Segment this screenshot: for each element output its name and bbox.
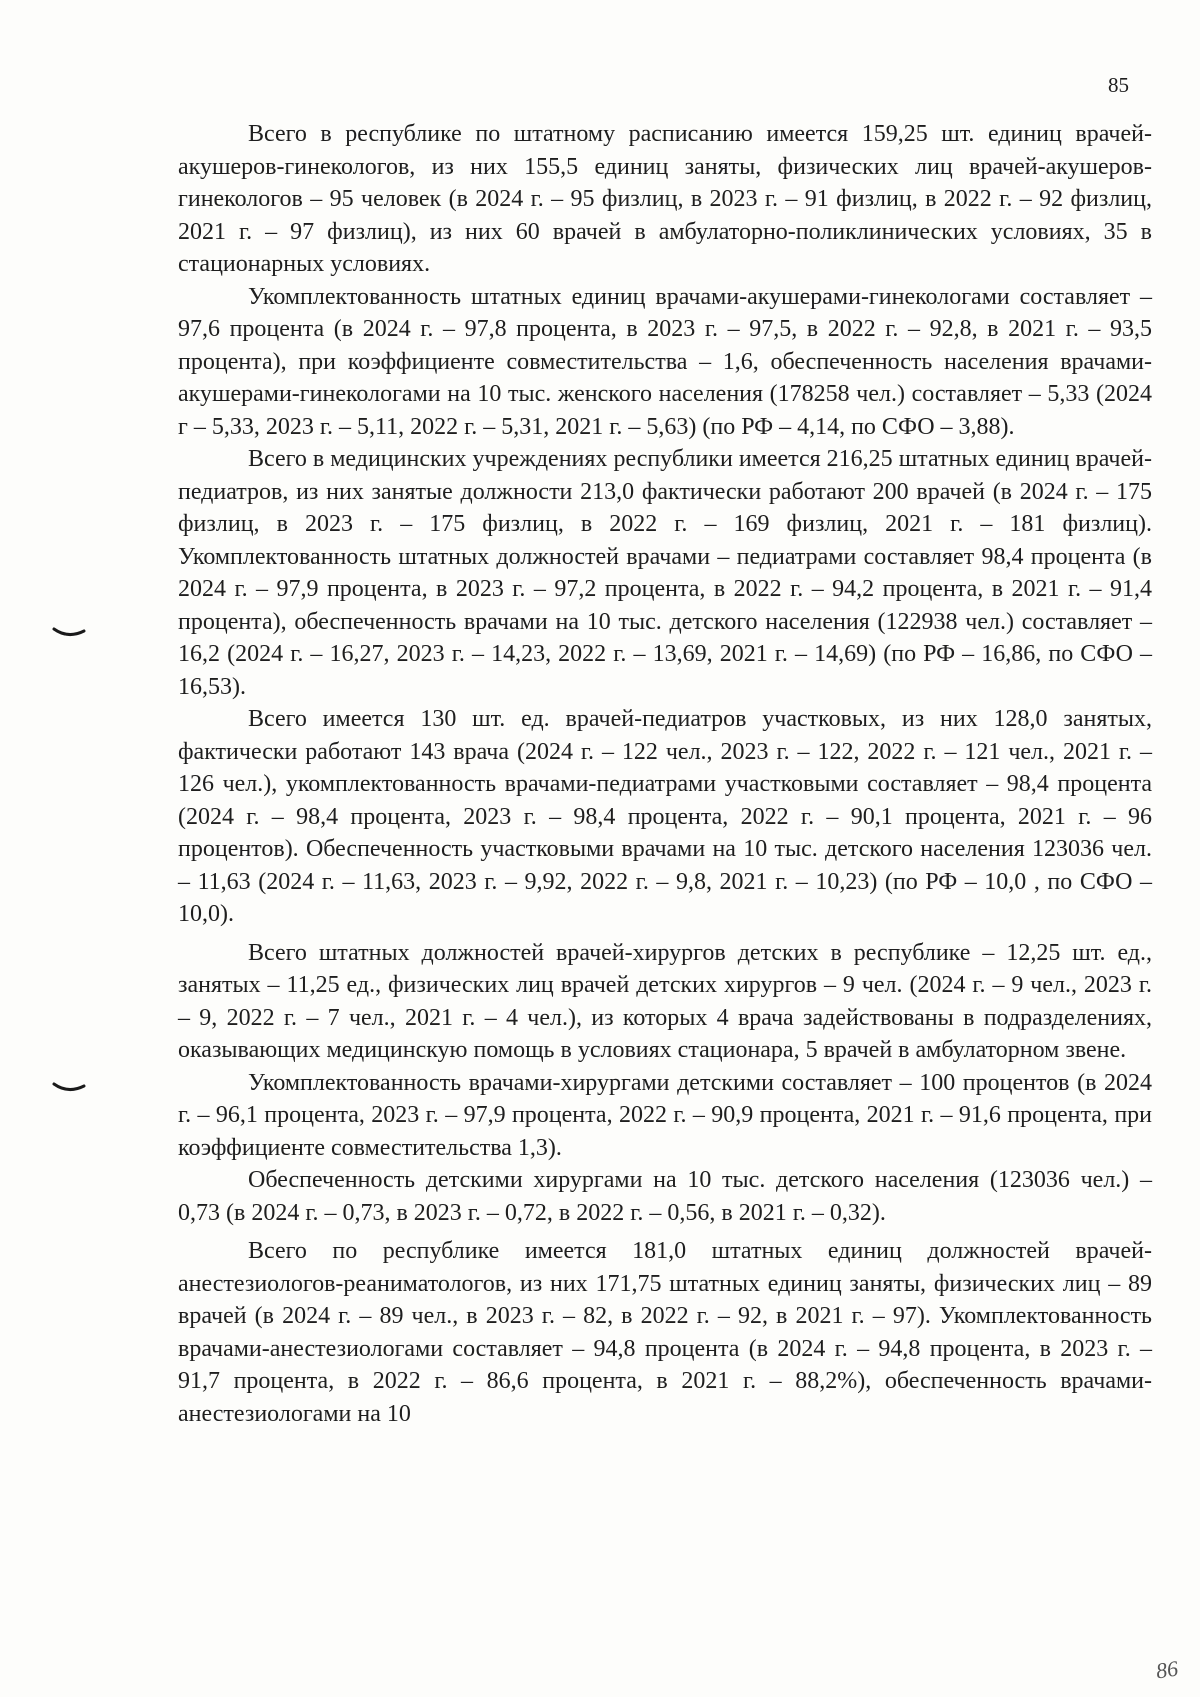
paragraph-district-pediatricians: Всего имеется 130 шт. ед. врачей-педиатров участковых, из них 128,0 занятых, фактически работают 143 врача (2024 г. – 122 чел., 2023 г. – 122, 2022 г. – 121 чел., 2021 г. – 126 чел.), укомплектованность врачами-педиатрами участковыми составляет – 98,4 процента (2024 г. – 98,4 процента, 2023 г. – 98,4 процента, 2022 г. – 90,1 процента, 2021 г. – 96 процентов). Обеспеченность участковыми врачами на 10 тыс. детского населения 123036 чел. – 11,63 (2024 г. – 11,63, 2023 г. – 9,92, 2022 г. – 9,8, 2021 г. – 10,23) (по РФ – 10,0 , по СФО – 10,0).: [178, 706, 1152, 927]
paragraph-pediatric-surgeons-staffing: Укомплектованность врачами-хирургами детскими составляет – 100 процентов (в 2024 г. – 96,1 процента, 2023 г. – 97,9 процента, 2022 г. – 90,9 процента, 2021 г. – 91,6 процента, при коэффициенте совместительства 1,3).: [178, 1069, 1152, 1161]
paragraph-pediatric-surgeons-provision: Обеспеченность детскими хирургами на 10 тыс. детского населения (123036 чел.) – 0,73 (в 2024 г. – 0,73, в 2023 г. – 0,72, в 2022 г. – 0,56, в 2021 г. – 0,32).: [178, 1167, 1152, 1226]
binder-mark: [52, 1081, 86, 1095]
binder-mark: [52, 626, 86, 640]
paragraph-obstetricians-staff: Всего в республике по штатному расписанию имеется 159,25 шт. единиц врачей-акушеров-гинекологов, из них 155,5 единиц заняты, физических лиц врачей-акушеров-гинекологов – 95 человек (в 2024 г. – 95 физлиц, в 2023 г. – 91 физлиц, в 2022 г. – 92 физлиц, 2021 г. – 97 физлиц), из них 60 врачей в амбулаторно-поликлинических условиях, 35 в стационарных условиях.: [178, 121, 1152, 277]
document-body: [178, 118, 1152, 1430]
page-number: 85: [1108, 73, 1129, 97]
paragraph-obstetricians-staffing-level: Укомплектованность штатных единиц врачами-акушерами-гинекологами составляет – 97,6 процента (в 2024 г. – 97,8 процента, в 2023 г. – 97,5, в 2022 г. – 92,8, в 2021 г. – 93,5 процента), при коэффициенте совместительства – 1,6, обеспеченность населения врачами-акушерами-гинекологами на 10 тыс. женского населения (178258 чел.) составляет – 5,33 (2024 г – 5,33, 2023 г. – 5,11, 2022 г. – 5,31, 2021 г. – 5,63) (по РФ – 4,14, по СФО – 3,88).: [178, 283, 1152, 440]
paragraph-anesthesiologists: Всего по республике имеется 181,0 штатных единиц должностей врачей-анестезиологов-реаниматологов, из них 171,75 штатных единиц заняты, физических лиц – 89 врачей (в 2024 г. – 89 чел., в 2023 г. – 82, в 2022 г. – 92, в 2021 г. – 97). Укомплектованность врачами-анестезиологами составляет – 94,8 процента (в 2024 г. – 94,8 процента, в 2023 г. – 91,7 процента, в 2022 г. – 86,6 процента, в 2021 г. – 88,2%), обеспеченность врачами-анестезиологами на 10: [178, 1238, 1152, 1427]
handwritten-page-number: 86: [1154, 1655, 1180, 1684]
paragraph-pediatricians: Всего в медицинских учреждениях республики имеется 216,25 штатных единиц врачей-педиатров, из них занятые должности 213,0 фактически работают 200 врачей (в 2024 г. – 175 физлиц, в 2023 г. – 175 физлиц, в 2022 г. – 169 физлиц, 2021 г. – 181 физлиц). Укомплектованность штатных должностей врачами – педиатрами составляет 98,4 процента (в 2024 г. – 97,9 процента, в 2023 г. – 97,2 процента, в 2022 г. – 94,2 процента, в 2021 г. – 91,4 процента), обеспеченность врачами на 10 тыс. детского населения (122938 чел.) составляет – 16,2 (2024 г. – 16,27, 2023 г. – 14,23, 2022 г. – 13,69, 2021 г. – 14,69) (по РФ – 16,86, по СФО – 16,53).: [178, 446, 1152, 700]
paragraph-pediatric-surgeons: Всего штатных должностей врачей-хирургов детских в республике – 12,25 шт. ед., занятых – 11,25 ед., физических лиц врачей детских хирургов – 9 чел. (2024 г. – 9 чел., 2023 г. – 9, 2022 г. – 7 чел., 2021 г. – 4 чел.), из которых 4 врача задействованы в подразделениях, оказывающих медицинскую помощь в условиях стационара, 5 врачей в амбулаторном звене.: [178, 939, 1152, 1063]
